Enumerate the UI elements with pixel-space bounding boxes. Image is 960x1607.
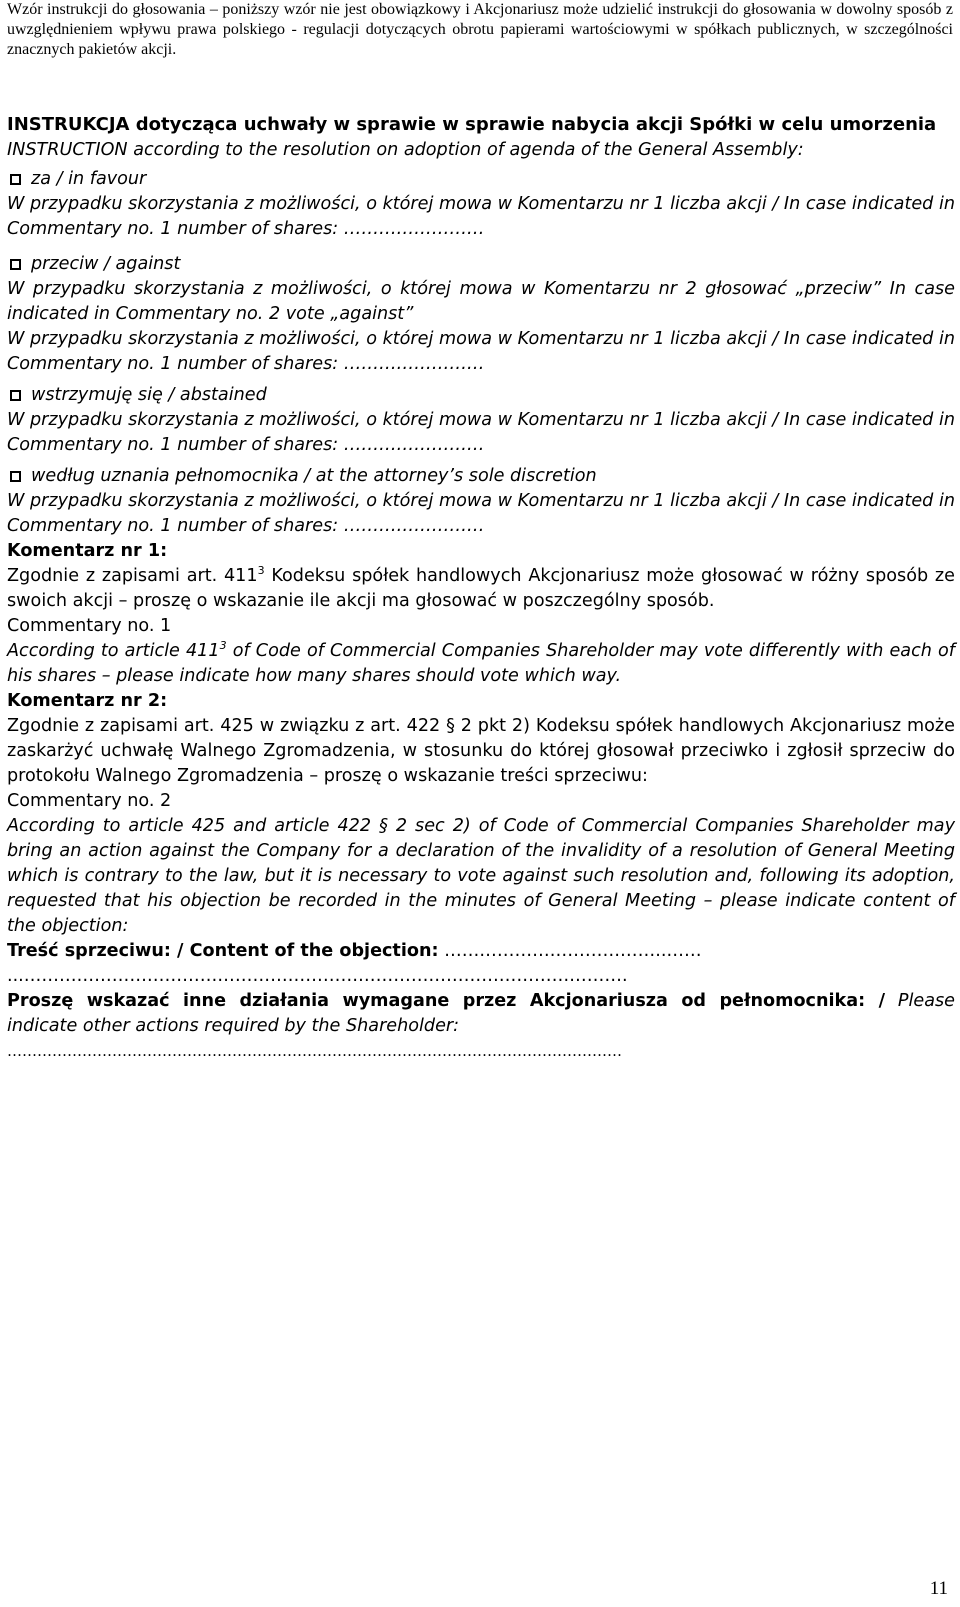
option-against-shares-en: In case indicated in Commentary no. 1 number of shares: …………………… [7,329,955,374]
objection-dots[interactable]: ………………………………..…… [438,941,702,961]
option-abstained[interactable] [7,383,955,408]
other-actions-dots[interactable]: …………………………………………………………………………………………………………… [7,1042,622,1060]
option-against[interactable] [7,252,955,277]
comment1-en-text-b: of Code of Commercial Companies Shareholder may vote differently with each of his shares – please indicate how many shares should vote which way. [7,641,955,686]
comment2-heading: Komentarz nr 2: [7,691,168,711]
comment2-en-heading: Commentary no. 2 [7,791,172,811]
objection-line [7,939,955,964]
other-actions-label-pl: Proszę wskazać inne działania wymagane przez Akcjonariusza od pełnomocnika: / [7,991,885,1011]
checkbox-icon[interactable] [10,259,21,270]
option-discretion-label: według uznania pełnomocnika / at the attorney’s sole discretion [31,466,597,486]
checkbox-icon[interactable] [10,390,21,401]
option-favour-label: za / in favour [31,169,147,189]
comment1-pl-text-b: Kodeksu spółek handlowych Akcjonariusz może głosować w różny sposób ze swoich akcji – proszę o wskazanie ile akcji ma głosować w poszczególny sposób. [7,566,955,611]
comment1-pl [7,564,955,614]
instruction-subtitle: INSTRUCTION according to the resolution on adoption of agenda of the General Assembly: [7,140,804,160]
option-favour-shares-en: In case indicated in Commentary no. 1 number of shares: …………………… [7,194,955,239]
comment2-pl: Zgodnie z zapisami art. 425 w związku z art. 422 § 2 pkt 2) Kodeksu spółek handlowych Akcjonariusz może zaskarżyć uchwałę Walnego Zgromadzenia, w stosunku do której głosował przeciwko i zgłosił sprzeciw do protokołu Walnego Zgromadzenia – proszę o wskazanie treści sprzeciwu: [7,716,955,786]
page-header-note: Wzór instrukcji do głosowania – poniższy wzór nie jest obowiązkowy i Akcjonariusz może udzielić instrukcji do głosowania w dowolny sposób z uwzględnieniem wpływu prawa polskiego - regulacji dotyczących obrotu papierami wartościowymi w spółkach publicznych, w szczególności znacznych pakietów akcji. [7,1,953,58]
option-abstained-label: wstrzymuję się / abstained [31,385,267,405]
option-favour-shares [7,192,955,242]
option-against-vote-pl: W przypadku skorzystania z możliwości, o której mowa w Komentarzu nr 2 głosować „przeciw” [7,279,882,299]
other-actions [7,989,955,1039]
comment1-pl-superscript: 3 [257,564,265,578]
option-against-vote [7,277,955,327]
comment1-heading: Komentarz nr 1: [7,541,168,561]
comment2-en: According to article 425 and article 422 § 2 sec 2) of Code of Commercial Companies Shareholder may bring an action against the Company for a declaration of the invalidity of a resolution of General Meeting which is contrary to the law, but it is necessary to vote against such resolution and, following its adoption, requested that his objection be recorded in the minutes of General Meeting – please indicate content of the objection: [7,816,955,936]
option-against-vote-en: In case indicated in Commentary no. 2 vote „against” [7,279,955,324]
option-against-shares-pl: W przypadku skorzystania z możliwości, o której mowa w Komentarzu nr 1 liczba akcji / [7,329,779,349]
objection-dots-line[interactable]: ...…………………………………………………………………………………………. [7,966,628,986]
other-actions-label-en: Please indicate other actions required by the Shareholder: [7,991,955,1036]
option-discretion-shares-en: In case indicated in Commentary no. 1 number of shares: …………………… [7,491,955,536]
option-discretion-shares-pl: W przypadku skorzystania z możliwości, o której mowa w Komentarzu nr 1 liczba akcji / [7,491,779,511]
option-discretion[interactable] [7,464,955,489]
option-abstained-shares-pl: W przypadku skorzystania z możliwości, o której mowa w Komentarzu nr 1 liczba akcji / [7,410,779,430]
option-discretion-shares [7,489,955,539]
instruction-body [7,112,955,1064]
option-abstained-shares-en: In case indicated in Commentary no. 1 number of shares: …………………… [7,410,955,455]
option-against-label: przeciw / against [31,254,181,274]
comment1-pl-text-a: Zgodnie z zapisami art. 411 [7,566,258,586]
option-favour[interactable] [7,167,955,192]
comment1-en-text-a: According to article 411 [7,641,220,661]
instruction-title: INSTRUKCJA dotycząca uchwały w sprawie w sprawie nabycia akcji Spółki w celu umorzenia [7,114,937,135]
page-number: 11 [929,1578,948,1599]
checkbox-icon[interactable] [10,174,21,185]
option-against-shares [7,327,955,377]
comment1-en-superscript: 3 [219,639,227,653]
option-favour-shares-pl: W przypadku skorzystania z możliwości, o której mowa w Komentarzu nr 1 liczba akcji / [7,194,779,214]
objection-label: Treść sprzeciwu: / Content of the objection: [7,941,439,961]
checkbox-icon[interactable] [10,471,21,482]
option-abstained-shares [7,408,955,458]
comment1-en [7,639,955,689]
comment1-en-heading: Commentary no. 1 [7,616,172,636]
